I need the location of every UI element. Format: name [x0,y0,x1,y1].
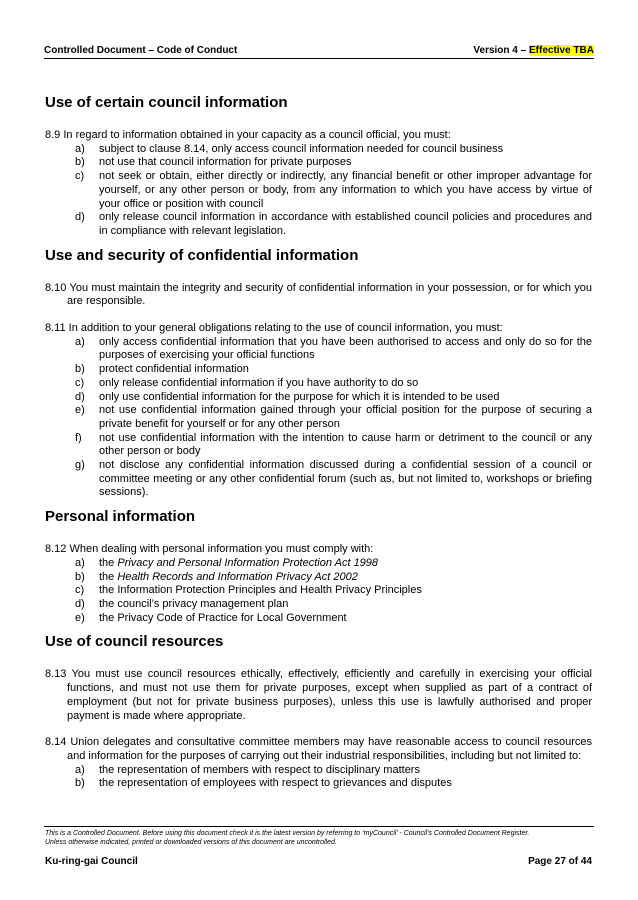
footnote-line-2: Unless otherwise indicated, printed or downloaded versions of this document are uncontrolled. [45,839,337,846]
list-item-text: not use confidential information gained through your official position for the purpose of securing a private benefit for yourself or for any other person [99,404,592,430]
list-item [45,612,592,626]
list-item-label: c) [75,376,85,389]
list-item-text: the representation of members with respect to disciplinary matters [99,763,420,776]
list-item-text: the Privacy Code of Practice for Local Government [99,611,347,624]
list-item-label: e) [75,611,85,624]
version-label: Version 4 – [473,45,529,56]
list-item-text: not disclose any confidential information discussed during a confidential session of a council or committee meeting or any other confidential forum (such as, but not limited to, workshops or briefing sessions). [99,459,592,499]
list-item-label: d) [75,597,85,610]
clause-8-12-list [45,557,592,626]
clause-8-12: 8.12 When dealing with personal information you must comply with: [45,543,374,556]
clause-8-14-list [45,764,592,791]
list-item [45,432,592,459]
header-rule [44,58,594,59]
list-item [45,404,592,431]
list-item [45,598,592,612]
list-item-label: a) [75,763,85,776]
list-item [45,459,592,500]
list-item-text: the Information Protection Principles and Health Privacy Principles [99,584,422,597]
list-item-label: a) [75,556,85,569]
list-item-text: subject to clause 8.14, only access council information needed for council business [99,142,504,155]
list-item-text: not seek or obtain, either directly or indirectly, any financial benefit or other improper advantage for yourself, or any other person or body, from any information to which you have access by virtue of your office or position with council [99,170,592,210]
header-doc-title: Controlled Document – Code of Conduct [44,45,238,56]
list-item [45,391,592,405]
list-item-label: b) [75,363,85,376]
list-item [45,143,592,157]
list-item-text: protect confidential information [99,363,249,376]
list-item-label: f) [75,431,82,444]
footer-org: Ku-ring-gai Council [45,856,138,867]
list-item-text: not use confidential information with the intention to cause harm or detriment to the council or any other person or body [99,431,592,458]
document-body [45,93,592,791]
list-item-text: only release council information in accordance with established council policies and procedures and in compliance with relevant legislation. [99,211,592,237]
clause-8-10: 8.10 You must maintain the integrity and security of confidential information in your possession, or for which you are responsible. [45,281,592,308]
list-item-text: only release confidential information if you have authority to do so [99,376,419,389]
list-item [45,584,592,598]
controlled-document-note [45,829,592,847]
clause-8-13: 8.13 You must use council resources ethically, effectively, efficiently and carefully in exercising your official functions, and must not use them for private purposes, except when supplied as part of a contract of employment (but not for private business purposes), unless this use is lawfully authorised and proper payment is made where appropriate. [45,668,592,722]
act-title: Privacy and Personal Information Protection Act 1998 [117,556,379,569]
list-item-label: e) [75,404,85,417]
list-item-label: c) [75,584,85,597]
list-item [45,764,592,778]
page-header [44,38,594,56]
list-item-text: only use confidential information for the purpose for which it is intended to be used [99,390,500,403]
list-item [45,363,592,377]
footnote-line-1: This is a Controlled Document. Before using this document check it is the latest version by referring to ‘myCouncil’ - Council’s Controlled Document Register. [45,830,530,837]
list-item-label: d) [75,211,85,224]
list-item-label: b) [75,156,85,169]
list-item-text [99,557,592,571]
list-item-label: g) [75,459,85,472]
list-item [45,377,592,391]
page-footer [45,856,592,867]
list-item-label: b) [75,570,85,583]
list-item-label: b) [75,777,85,790]
list-item-text [99,571,592,585]
list-item [45,156,592,170]
header-version [473,45,594,56]
effective-highlight: Effective TBA [528,45,594,56]
list-item-label: c) [75,170,85,183]
list-item-text: not use that council information for private purposes [99,156,352,169]
act-title: Health Records and Information Privacy Act 2002 [117,570,358,583]
clause-8-9: 8.9 In regard to information obtained in your capacity as a council official, you must: [45,129,451,141]
section-title: Use of council resources [45,633,224,651]
list-item [45,571,592,585]
clause-8-11-list [45,336,592,500]
footer-rule [44,826,594,827]
page-number: Page 27 of 44 [528,856,592,867]
clause-8-11: 8.11 In addition to your general obligations relating to the use of council information, you must: [45,322,503,335]
clause-8-9-list [45,143,592,239]
list-item [45,336,592,363]
list-item-text: the representation of employees with respect to grievances and disputes [99,777,452,790]
list-item-prefix: the [99,570,118,583]
list-item-prefix: the [99,556,118,569]
list-item-label: a) [75,142,85,155]
list-item [45,211,592,238]
list-item [45,170,592,211]
list-item-label: d) [75,390,85,403]
list-item [45,557,592,571]
clause-8-14: 8.14 Union delegates and consultative committee members may have reasonable access to council resources and information for the purposes of carrying out their industrial responsibilities, including but not limited to: [45,736,592,762]
list-item-text: only access confidential information that you have been authorised to access and only do so for the purposes of exercising your official functions [99,335,592,362]
list-item-label: a) [75,335,85,348]
section-title: Personal information [45,508,196,526]
section-title: Use and security of confidential information [45,246,359,264]
list-item [45,777,592,791]
list-item-text: the council’s privacy management plan [99,597,289,610]
section-title: Use of certain council information [45,94,288,111]
